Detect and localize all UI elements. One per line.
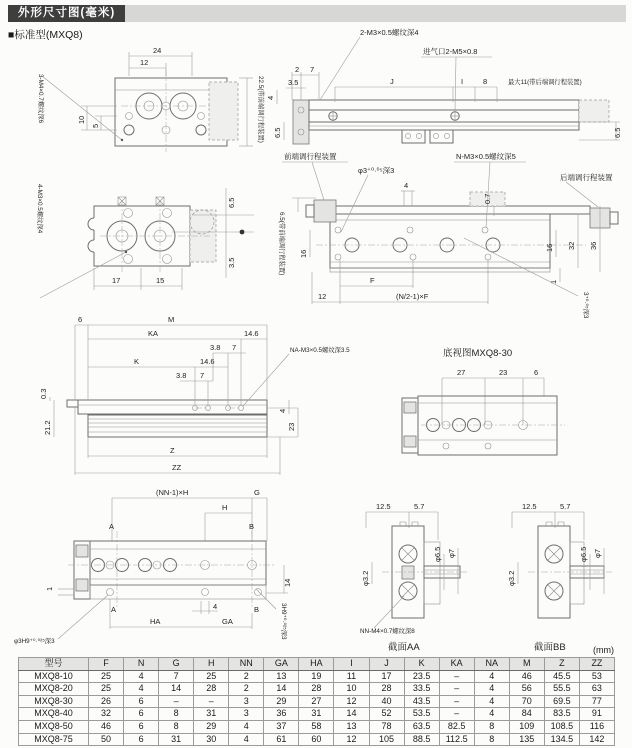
pin-hole-callout: φ3⁺⁰·⁰⁵深3 (358, 166, 395, 175)
value-cell: 29 (264, 695, 299, 708)
model-cell: MXQ8-40 (19, 708, 89, 721)
section-mark-a: A (109, 522, 115, 531)
model-cell: MXQ8-30 (19, 695, 89, 708)
dia-label: φ6.5 (579, 546, 588, 562)
dim-label: 12.5 (376, 502, 391, 511)
value-cell: 4 (474, 695, 509, 708)
value-cell: – (439, 708, 474, 721)
dim-label: K (134, 357, 140, 366)
unit-note: (mm) (593, 645, 614, 655)
d7-dimensions-bottom (14, 565, 292, 645)
value-cell: 31 (194, 708, 229, 721)
d2-body (293, 100, 609, 144)
value-cell: 134.5 (544, 733, 579, 746)
d1-body (115, 70, 238, 152)
value-cell: 70 (509, 695, 544, 708)
view-title: 底视图MXQ8-30 (443, 348, 513, 359)
dim-label: 1 (45, 586, 54, 591)
d7-dimensions-top (109, 488, 267, 609)
value-cell: 32 (89, 708, 124, 721)
dia-label: φ6.5 (433, 546, 442, 562)
dim-label: 7 (232, 343, 237, 352)
value-cell: 36 (264, 708, 299, 721)
value-cell: 4 (474, 670, 509, 683)
thread-callout: N-M3×0.5螺纹深5 (456, 152, 516, 161)
section-mark-b: B (249, 522, 255, 531)
value-cell: 83.5 (544, 708, 579, 721)
value-cell: 4 (229, 720, 264, 733)
column-header: I (334, 658, 369, 671)
column-header: G (159, 658, 194, 671)
dim-label: 5 (91, 123, 100, 128)
value-cell: 82.5 (439, 720, 474, 733)
stroke-adjuster-note: 22.5(带前端调行程装置) (257, 76, 264, 143)
value-cell: 112.5 (439, 733, 474, 746)
dim-label: Z (170, 446, 175, 455)
value-cell: 13 (264, 670, 299, 683)
column-header: HA (299, 658, 334, 671)
value-cell: 6 (124, 733, 159, 746)
column-header: N (124, 658, 159, 671)
drawing-table-bottom-view (39, 313, 398, 485)
value-cell: 7 (159, 670, 194, 683)
value-cell: – (194, 695, 229, 708)
dim-label: 3.8 (210, 343, 221, 352)
value-cell: 116 (579, 720, 614, 733)
dim-label: 17 (112, 276, 121, 285)
dim-label: 12 (318, 292, 327, 301)
dim-label: F (370, 276, 375, 285)
dim-label: 23 (287, 422, 296, 431)
drawing-side-view-top (268, 26, 632, 158)
value-cell: 6 (124, 720, 159, 733)
value-cell: 17 (369, 670, 404, 683)
port-callout: 进气口2-M5×0.8 (423, 47, 478, 56)
rear-adjuster-callout: 后端调行程装置 (560, 173, 613, 182)
column-header: GA (264, 658, 299, 671)
section-bb (507, 502, 612, 653)
dim-label: 2 (295, 65, 300, 74)
value-cell: 105 (369, 733, 404, 746)
front-adjuster-callout: 前端调行程装置 (284, 152, 337, 161)
d3-body (306, 192, 618, 272)
value-cell: 3 (229, 708, 264, 721)
column-header: J (369, 658, 404, 671)
value-cell: 12 (334, 733, 369, 746)
value-cell: 61 (264, 733, 299, 746)
d5-dimensions (39, 315, 350, 475)
dim-label: (NN-1)×H (156, 488, 189, 497)
model-cell: MXQ8-75 (19, 733, 89, 746)
section-mark-b: B (254, 605, 260, 614)
value-cell: 4 (124, 670, 159, 683)
value-cell: 53 (579, 670, 614, 683)
dim-label: GA (222, 617, 233, 626)
model-cell: MXQ8-50 (19, 720, 89, 733)
section-aa (360, 502, 468, 653)
dia-label: φ3.2 (361, 570, 370, 586)
column-header: NN (229, 658, 264, 671)
dim-label: J (390, 77, 394, 86)
value-cell: 58 (299, 720, 334, 733)
value-cell: 13 (334, 720, 369, 733)
dim-label: 0.3 (39, 388, 48, 399)
dim-label: G (254, 488, 260, 497)
value-cell: 8 (474, 733, 509, 746)
dim-label: M (168, 315, 175, 324)
value-cell: 28 (369, 683, 404, 696)
dia-label: φ3.2 (507, 570, 516, 586)
value-cell: 23.5 (404, 670, 439, 683)
thread-callout: 2-M3×0.5螺纹深4 (360, 28, 419, 37)
dim-label: 27 (457, 368, 466, 377)
column-header: ZZ (579, 658, 614, 671)
value-cell: 37 (264, 720, 299, 733)
d2-dimensions (266, 27, 622, 140)
dim-label: 21.2 (43, 420, 52, 435)
value-cell: 135 (509, 733, 544, 746)
table-row (19, 733, 615, 746)
value-cell: 45.5 (544, 670, 579, 683)
value-cell: 108.5 (544, 720, 579, 733)
page-header (8, 5, 626, 22)
dim-label: 6.5 (273, 127, 282, 138)
table-row (19, 708, 615, 721)
dim-label: KA (148, 329, 159, 338)
value-cell: 78 (369, 720, 404, 733)
pin-hole-callout: 3H9⁺⁰·⁰²⁵深3 (280, 603, 287, 640)
thread-callout: NA-M3×0.5螺纹深3.5 (290, 347, 350, 354)
section-subtitle: ■标准型(MXQ8) (8, 29, 83, 41)
dim-label: 15 (156, 276, 165, 285)
value-cell: 14 (264, 683, 299, 696)
page-title: 外形尺寸图(毫米) (8, 5, 125, 22)
value-cell: 25 (89, 670, 124, 683)
value-cell: 43.5 (404, 695, 439, 708)
max-stroke-note: 最大11(带后端调行程装置) (508, 79, 582, 86)
dia-label: φ7 (447, 548, 456, 558)
value-cell: 63 (579, 683, 614, 696)
column-header: M (509, 658, 544, 671)
table-row (19, 720, 615, 733)
dim-label: 14.6 (244, 329, 259, 338)
value-cell: 4 (474, 683, 509, 696)
drawing-top-view-sections (6, 481, 362, 655)
value-cell: 91 (579, 708, 614, 721)
model-cell: MXQ8-20 (19, 683, 89, 696)
value-cell: 2 (229, 683, 264, 696)
drawing-sections (352, 492, 632, 656)
value-cell: 11 (334, 670, 369, 683)
column-header: KA (439, 658, 474, 671)
value-cell: 53.5 (404, 708, 439, 721)
dim-label: 4 (266, 95, 275, 100)
dim-label: 16 (299, 249, 308, 258)
thread-callout: NN-M4×0.7螺纹深8 (360, 628, 415, 635)
column-header: F (89, 658, 124, 671)
column-header: K (404, 658, 439, 671)
d4-body (88, 197, 216, 272)
value-cell: 6 (124, 708, 159, 721)
value-cell: – (159, 695, 194, 708)
dim-label: 5.7 (414, 502, 425, 511)
value-cell: 14 (334, 708, 369, 721)
dim-label: 32 (567, 241, 576, 250)
value-cell: 19 (299, 670, 334, 683)
dim-label: 4 (404, 181, 409, 190)
dim-label: 10 (77, 115, 86, 124)
value-cell: 109 (509, 720, 544, 733)
table-row (19, 683, 615, 696)
pin-hole-callout: φ3H9⁺⁰·⁰²⁵深3 (14, 638, 55, 645)
section-title: 截面AA (388, 642, 420, 653)
dim-label: ZZ (172, 463, 182, 472)
value-cell: 69.5 (544, 695, 579, 708)
value-cell: – (439, 695, 474, 708)
column-header: H (194, 658, 229, 671)
value-cell: 4 (474, 708, 509, 721)
dim-label: 6 (534, 368, 539, 377)
column-header: 型号 (19, 658, 89, 671)
stroke-adjuster-note: 6.5(带前端调行程装置) (278, 212, 285, 276)
column-header: Z (544, 658, 579, 671)
value-cell: 46 (509, 670, 544, 683)
value-cell: – (439, 683, 474, 696)
drawing-end-view-mid (6, 160, 268, 312)
thread-callout: 3-M4×0.7螺纹深6 (37, 74, 44, 124)
title-rule (125, 5, 626, 22)
drawing-side-view-main (268, 148, 632, 320)
dim-label: 16 (545, 243, 554, 252)
pin-hole-callout: 3⁺⁰·⁰⁵深3 (582, 292, 589, 319)
dim-label: 6.5 (613, 127, 622, 138)
value-cell: 4 (229, 733, 264, 746)
dim-label: 14.6 (200, 357, 215, 366)
dim-label: 7 (310, 65, 315, 74)
value-cell: – (439, 670, 474, 683)
dim-label: 4 (213, 602, 218, 611)
dim-label: 3.5 (288, 78, 299, 87)
dim-label: 3.5 (227, 257, 236, 268)
value-cell: 77 (579, 695, 614, 708)
value-cell: 3 (229, 695, 264, 708)
value-cell: 25 (89, 683, 124, 696)
dim-label: 3.8 (176, 371, 187, 380)
value-cell: 10 (334, 683, 369, 696)
dim-label: 4 (278, 408, 287, 413)
table-header-row (19, 658, 615, 671)
dimension-table (18, 657, 615, 746)
column-header: NA (474, 658, 509, 671)
value-cell: 28 (299, 683, 334, 696)
value-cell: 142 (579, 733, 614, 746)
dia-label: φ7 (593, 548, 602, 558)
table-row (19, 695, 615, 708)
value-cell: 27 (299, 695, 334, 708)
d6-body (402, 396, 565, 455)
value-cell: 55.5 (544, 683, 579, 696)
dim-label: 12 (140, 58, 149, 67)
dim-label: 6.5 (227, 197, 236, 208)
d7-body (68, 541, 276, 599)
value-cell: 88.5 (404, 733, 439, 746)
value-cell: 25 (194, 670, 229, 683)
section-mark-a: A (111, 605, 117, 614)
dim-label: I (461, 77, 464, 86)
dim-label: 23 (499, 368, 508, 377)
value-cell: 8 (474, 720, 509, 733)
value-cell: 31 (299, 708, 334, 721)
dim-label: 12.5 (522, 502, 537, 511)
drawing-bottom-view-mxq8-30 (393, 340, 632, 482)
dim-label: H (222, 503, 228, 512)
d1-dimensions (77, 46, 192, 130)
value-cell: 2 (229, 670, 264, 683)
dim-label: 8 (483, 77, 488, 86)
table-row (19, 670, 615, 683)
value-cell: 12 (334, 695, 369, 708)
dim-label: 5.7 (560, 502, 571, 511)
dim-label: 7 (200, 371, 205, 380)
value-cell: 31 (159, 733, 194, 746)
dim-label: 0.7 (483, 193, 492, 204)
value-cell: 52 (369, 708, 404, 721)
value-cell: 14 (159, 683, 194, 696)
value-cell: 56 (509, 683, 544, 696)
value-cell: 40 (369, 695, 404, 708)
d5-body (67, 400, 267, 437)
value-cell: 28 (194, 683, 229, 696)
value-cell: 8 (159, 708, 194, 721)
dim-label: 1 (549, 279, 558, 284)
dim-label: 14 (283, 578, 292, 587)
value-cell: 6 (124, 695, 159, 708)
value-cell: 60 (299, 733, 334, 746)
model-cell: MXQ8-10 (19, 670, 89, 683)
value-cell: 26 (89, 695, 124, 708)
value-cell: 63.5 (404, 720, 439, 733)
dim-label: (N/2-1)×F (396, 292, 429, 301)
dim-label: 36 (589, 241, 598, 250)
thread-callout: 4-M3×0.5螺纹深4 (36, 184, 43, 234)
value-cell: 33.5 (404, 683, 439, 696)
value-cell: 46 (89, 720, 124, 733)
drawing-end-view-top (25, 40, 273, 162)
value-cell: 8 (159, 720, 194, 733)
value-cell: 4 (124, 683, 159, 696)
dim-label: HA (150, 617, 161, 626)
value-cell: 50 (89, 733, 124, 746)
value-cell: 30 (194, 733, 229, 746)
dim-label: 24 (153, 46, 162, 55)
dim-label: 6 (78, 315, 83, 324)
section-title: 截面BB (534, 642, 566, 653)
value-cell: 29 (194, 720, 229, 733)
value-cell: 84 (509, 708, 544, 721)
